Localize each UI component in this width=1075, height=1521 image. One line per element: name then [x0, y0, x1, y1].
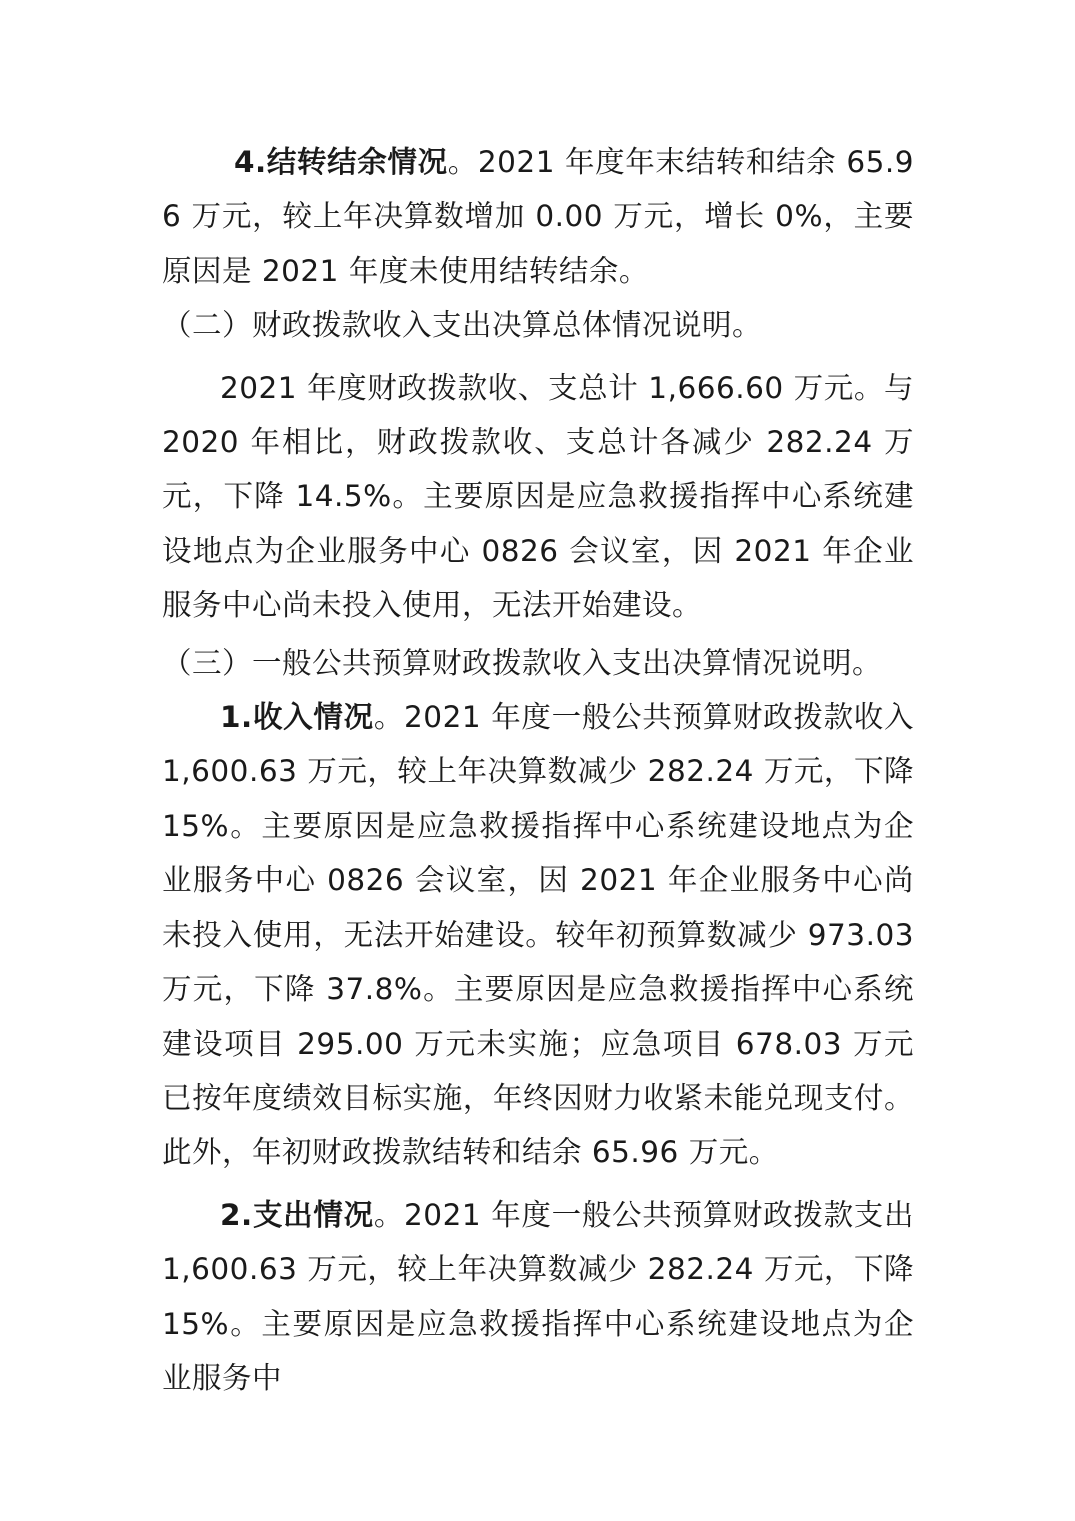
paragraph-fiscal-summary: 2021 年度财政拨款收、支总计 1,666.60 万元。与 2020 年相比，财政拨款收、支总计各减少 282.24 万元，下降 14.5%。主要原因是应急救援指挥中心系统建设地点为企业服务中心 0826 会议室，因 2021 年企业服务中心尚未投入使用，无法开始建设。: [162, 370, 914, 623]
paragraph-expenditure: [162, 1188, 914, 1406]
paragraph-text-expenditure: 。2021 年度一般公共预算财政拨款支出 1,600.63 万元，较上年决算数减少 282.24 万元，下降 15%。主要原因是应急救援指挥中心系统建设地点为企业服务中: [162, 1197, 914, 1395]
paragraph-income: [162, 690, 914, 1180]
section-heading-2: （二）财政拨款收入支出决算总体情况说明。: [162, 308, 763, 343]
section-heading-3: （三）一般公共预算财政拨款收入支出决算情况说明。: [162, 645, 883, 680]
paragraph-carryover: [162, 135, 914, 298]
paragraph-heading-carryover: 4.结转结余情况: [234, 145, 448, 179]
document-body: [162, 135, 914, 1405]
paragraph-text-income: 。2021 年度一般公共预算财政拨款收入 1,600.63 万元，较上年决算数减少 282.24 万元，下降 15%。主要原因是应急救援指挥中心系统建设地点为企业服务中心 0826 会议室，因 2021 年企业服务中心尚未投入使用，无法开始建设。较年初预算数减少 973.03 万元，下降 37.8%。主要原因是应急救援指挥中心系统建设项目 295.00 万元未实施；应急项目 678.03 万元已按年度绩效目标实施，年终因财力收紧未能兑现支付。此外，年初财政拨款结转和结余 65.96 万元。: [162, 700, 914, 1170]
paragraph-text-carryover: 。2021 年度年末结转和结余 65.96 万元，较上年决算数增加 0.00 万元，增长 0%，主要原因是 2021 年度未使用结转结余。: [162, 145, 915, 288]
paragraph-heading-expenditure: 2.支出情况: [220, 1197, 374, 1232]
paragraph-heading-income: 1.收入情况: [220, 700, 374, 735]
